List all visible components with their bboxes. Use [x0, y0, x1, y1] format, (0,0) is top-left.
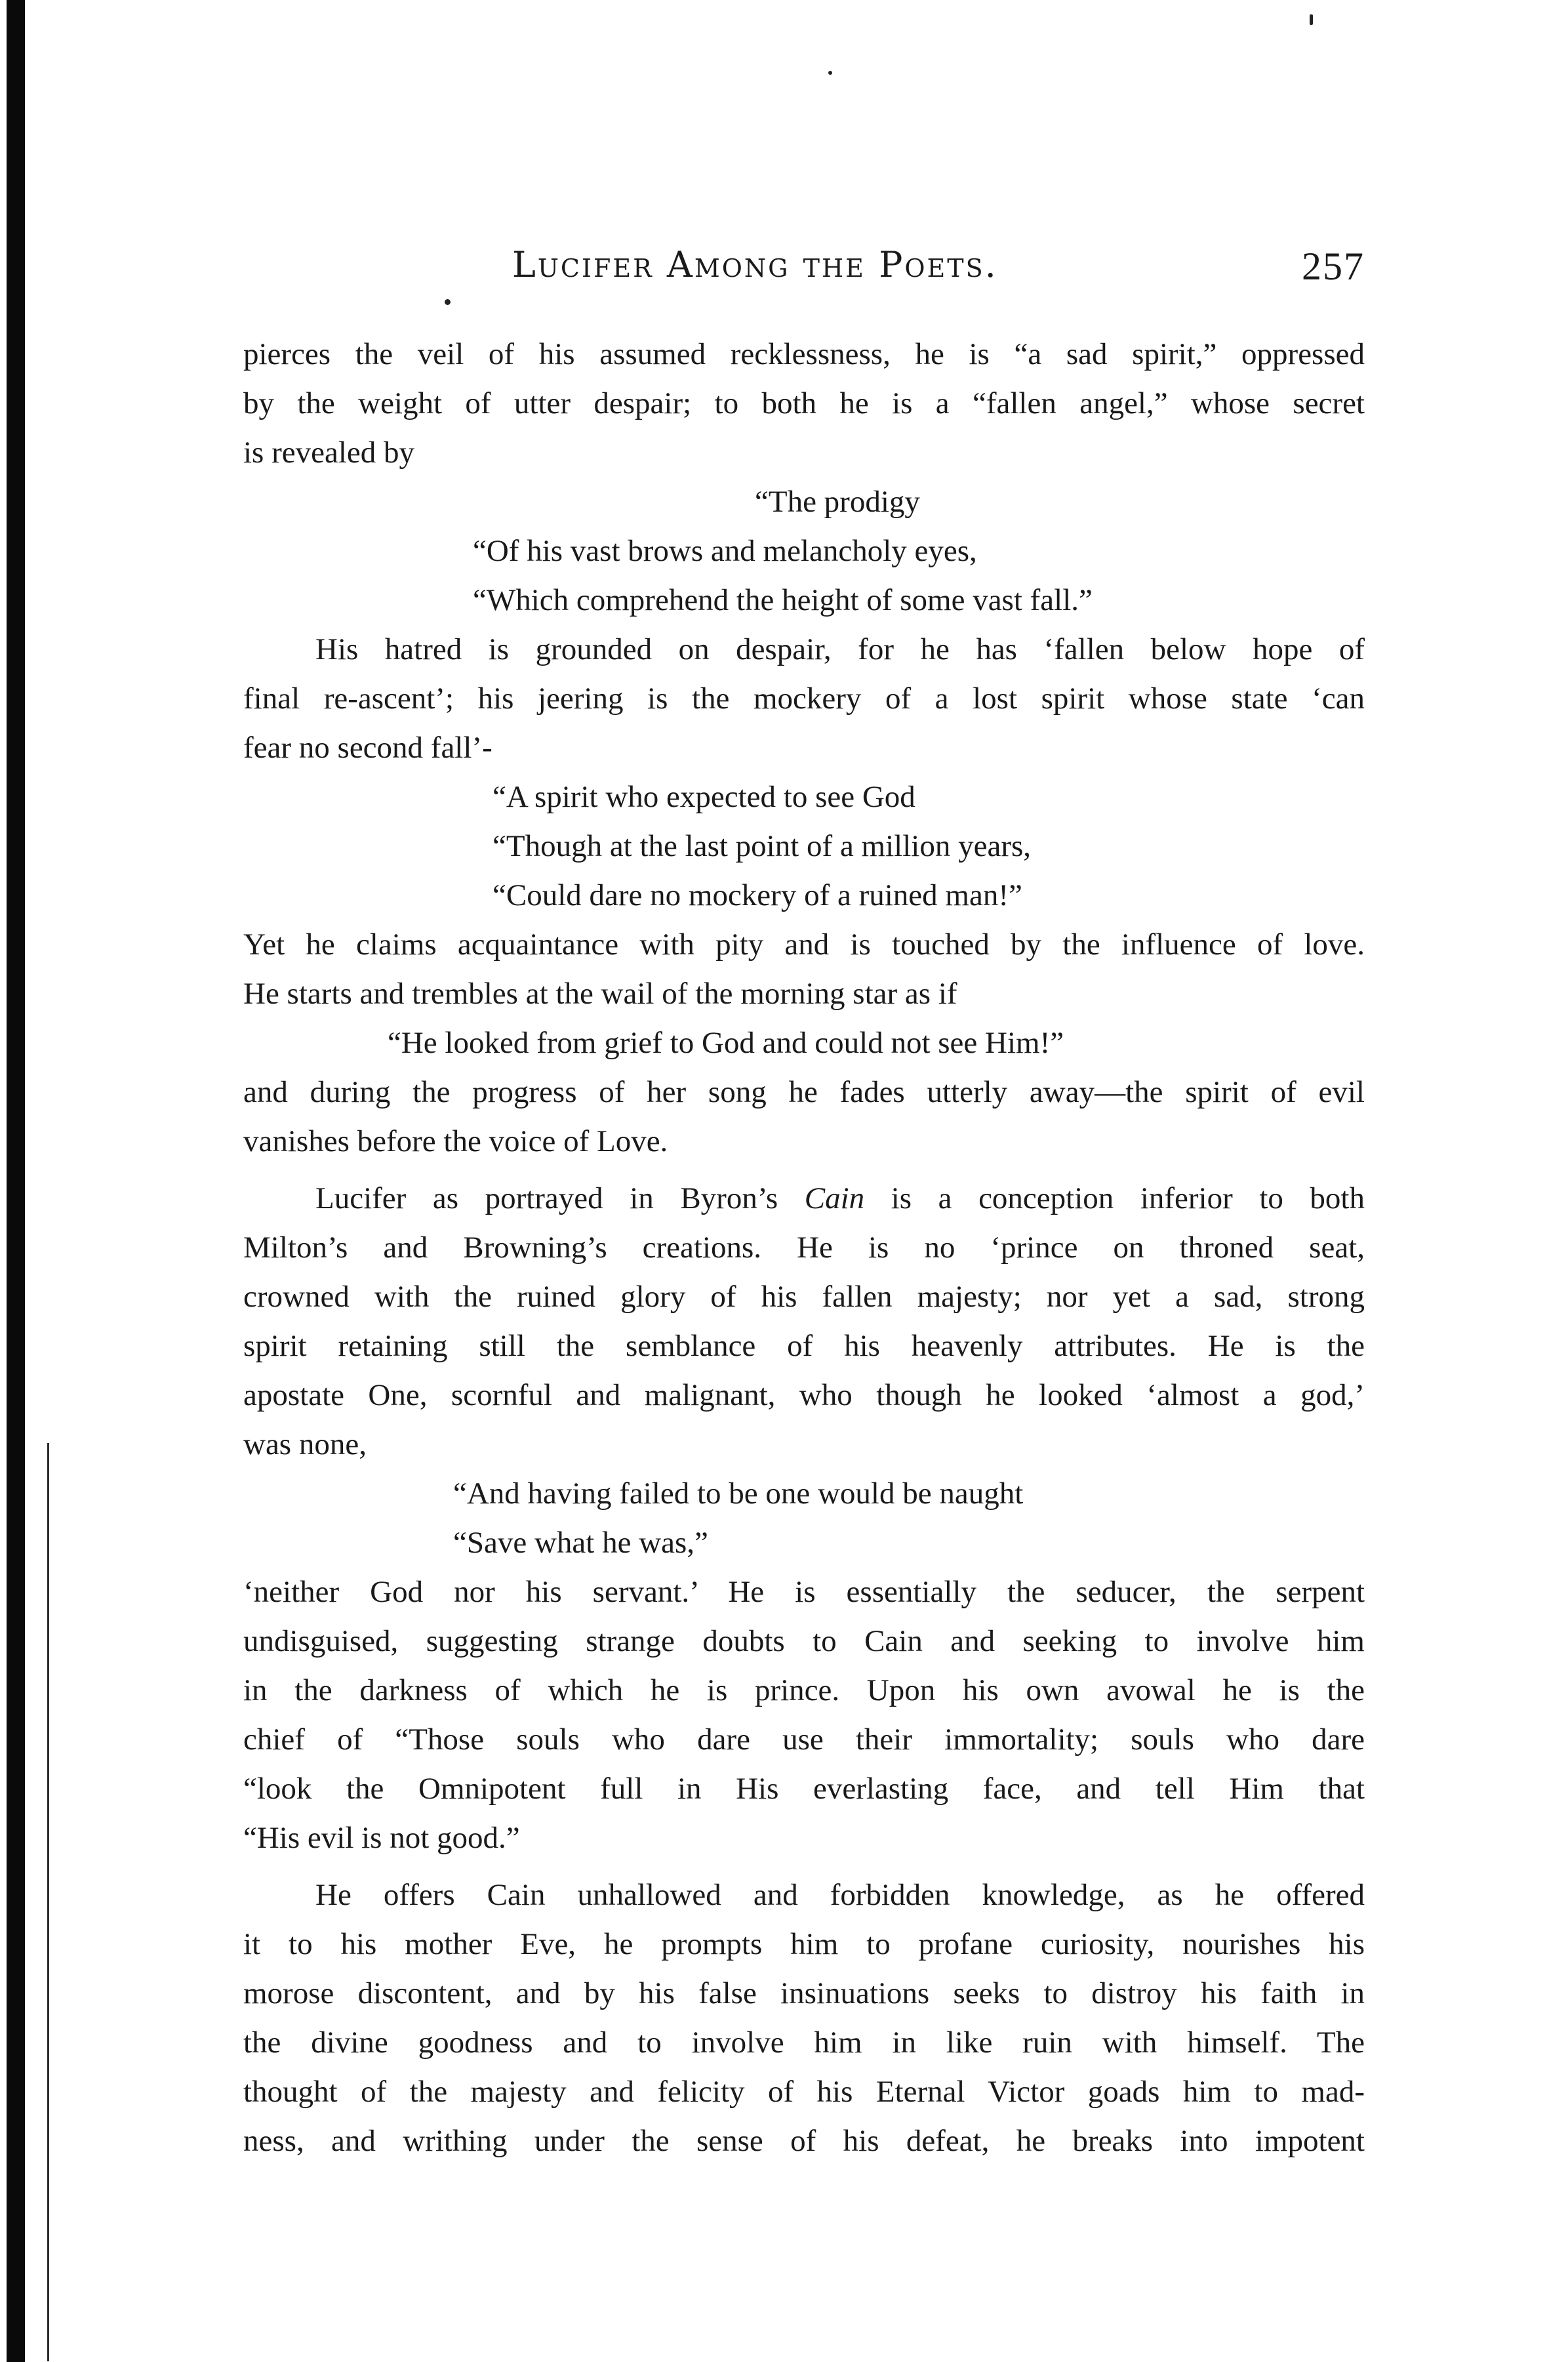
text-line: in the darkness of which he is prince. Upon his own avowal he is the	[243, 1673, 1365, 1707]
text-line: Milton’s and Browning’s creations. He is no ‘prince on throned seat,	[243, 1231, 1365, 1265]
book-page	[243, 0, 1365, 2362]
text-line: is revealed by	[243, 436, 415, 470]
text-line: ‘neither God nor his servant.’ He is essentially the seducer, the serpent	[243, 1575, 1365, 1609]
verse-line: “And having failed to be one would be naught	[453, 1476, 1024, 1511]
verse-line: “Though at the last point of a million years,	[493, 829, 1032, 863]
page-number: 257	[1302, 245, 1365, 288]
verse-line: “Could dare no mockery of a ruined man!”	[493, 878, 1022, 912]
text-line: ness, and writhing under the sense of his defeat, he breaks into impotent	[243, 2124, 1365, 2158]
text-line: by the weight of utter despair; to both he is a “fallen angel,” whose secret	[243, 386, 1365, 420]
page-binding-line	[47, 1443, 49, 2361]
text-line: the divine goodness and to involve him in like ruin with himself. The	[243, 2026, 1365, 2060]
text-line: fear no second fall’-	[243, 731, 493, 765]
verse-line: “Which comprehend the height of some vast fall.”	[473, 583, 1093, 617]
text-line: Yet he claims acquaintance with pity and is touched by the influence of love.	[243, 927, 1365, 962]
page-binding-edge	[7, 0, 25, 2362]
verse-line: “Of his vast brows and melancholy eyes,	[473, 534, 977, 568]
text-line: apostate One, scornful and malignant, who though he looked ‘almost a god,’	[243, 1378, 1365, 1412]
text-line: and during the progress of her song he fades utterly away—the spirit of evil	[243, 1075, 1365, 1109]
text-line: crowned with the ruined glory of his fallen majesty; nor yet a sad, strong	[243, 1280, 1365, 1314]
text-line: vanishes before the voice of Love.	[243, 1124, 668, 1158]
text-line: chief of “Those souls who dare use their immortality; souls who dare	[243, 1722, 1365, 1757]
text-line: it to his mother Eve, he prompts him to profane curiosity, nourishes his	[243, 1927, 1365, 1961]
text-line: “look the Omnipotent full in His everlasting face, and tell Him that	[243, 1772, 1365, 1806]
text-line: thought of the majesty and felicity of his Eternal Victor goads him to mad-	[243, 2075, 1365, 2109]
running-head	[243, 244, 1365, 303]
text-line: spirit retaining still the semblance of his heavenly attributes. He is the	[243, 1329, 1365, 1363]
body-text	[243, 330, 1365, 2166]
text-fragment: is a conception inferior to both	[891, 1181, 1365, 1215]
text-fragment: Lucifer as portrayed in Byron’s	[315, 1181, 778, 1215]
verse-line: “Save what he was,”	[453, 1526, 708, 1560]
text-line: pierces the veil of his assumed recklessness, he is “a sad spirit,” oppressed	[243, 337, 1365, 371]
text-line: He offers Cain unhallowed and forbidden knowledge, as he offered	[315, 1878, 1365, 1912]
text-line: was none,	[243, 1427, 367, 1461]
text-line: His hatred is grounded on despair, for he has ‘fallen below hope of	[315, 632, 1365, 666]
title-italic: Cain	[804, 1181, 865, 1215]
verse-line: “A spirit who expected to see God	[493, 780, 915, 814]
running-title: Lucifer Among the Poets.	[512, 244, 998, 285]
text-line: morose discontent, and by his false insinuations seeks to distroy his faith in	[243, 1976, 1365, 2010]
verse-line: “He looked from grief to God and could not see Him!”	[388, 1026, 1064, 1060]
text-line: He starts and trembles at the wail of the morning star as if	[243, 977, 957, 1011]
text-line	[243, 1174, 1365, 1223]
text-line: undisguised, suggesting strange doubts to Cain and seeking to involve him	[243, 1624, 1365, 1658]
text-line: “His evil is not good.”	[243, 1821, 520, 1855]
text-line: final re-ascent’; his jeering is the mockery of a lost spirit whose state ‘can	[243, 682, 1365, 716]
verse-line: “The prodigy	[755, 485, 920, 519]
